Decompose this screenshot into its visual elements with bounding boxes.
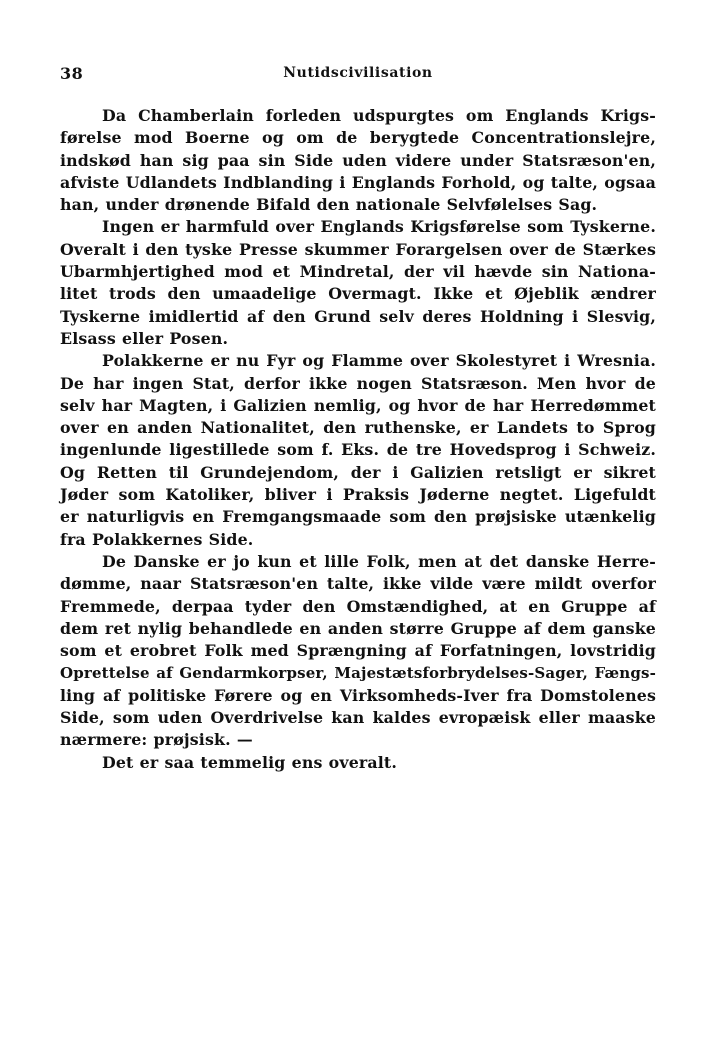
text-line: Side, som uden Overdrivelse kan kaldes evropæisk eller maaske: [60, 708, 656, 728]
text-line: indskød han sig paa sin Side uden videre under Statsræson'en,: [60, 150, 656, 170]
text-line: han, under drønende Bifald den nationale Selvfølelses Sag.: [60, 195, 598, 215]
text-line: Polakkerne er nu Fyr og Flamme over Skolestyret i Wresnia.: [102, 351, 656, 371]
running-title: Nutidscivilisation: [283, 65, 433, 81]
text-line: som et erobret Folk med Sprængning af Forfatningen, lovstridig: [60, 641, 656, 661]
text-line: selv har Magten, i Galizien nemlig, og hvor de har Herredømmet: [60, 395, 656, 415]
text-line: dem ret nylig behandlede en anden større Gruppe af dem ganske: [60, 618, 656, 638]
text-line: ingenlunde ligestillede som f. Eks. de tre Hovedsprog i Schweiz.: [60, 440, 656, 460]
text-line: dømme, naar Statsræson'en talte, ikke vilde være mildt overfor: [60, 574, 656, 594]
text-line: nærmere: prøjsisk. —: [60, 730, 253, 750]
text-line: Tyskerne imidlertid af den Grund selv deres Holdning i Slesvig,: [60, 306, 656, 326]
text-line: De har ingen Stat, derfor ikke nogen Statsræson. Men hvor de: [60, 373, 656, 393]
text-line: Fremmede, derpaa tyder den Omstændighed, at en Gruppe af: [60, 596, 656, 616]
text-line: ling af politiske Førere og en Virksomheds-Iver fra Domstolenes: [60, 685, 656, 705]
text-line: førelse mod Boerne og om de berygtede Concentrationslejre,: [60, 128, 656, 148]
text-line: litet trods den umaadelige Overmagt. Ikke et Øjeblik ændrer: [60, 284, 656, 304]
text-line: De Danske er jo kun et lille Folk, men at det danske Herre-: [102, 551, 656, 571]
body-text: [60, 105, 656, 774]
text-line: er naturligvis en Fremgangsmaade som den prøjsiske utænkelig: [60, 507, 656, 527]
text-line: fra Polakkernes Side.: [60, 529, 254, 549]
text-line: Overalt i den tyske Presse skummer Forargelsen over de Stærkes: [60, 239, 656, 259]
page-number: 38: [60, 64, 84, 83]
text-line: Jøder som Katoliker, bliver i Praksis Jøderne negtet. Ligefuldt: [60, 485, 656, 505]
running-head: [60, 64, 656, 86]
text-line: Oprettelse af Gendarmkorpser, Majestætsforbrydelses-Sager, Fængs-: [60, 664, 656, 683]
text-line: Ubarmhjertighed mod et Mindretal, der vil hævde sin Nationa-: [60, 262, 656, 282]
text-line: over en anden Nationalitet, den ruthenske, er Landets to Sprog: [60, 418, 656, 438]
text-line: afviste Udlandets Indblanding i Englands Forhold, og talte, ogsaa: [60, 172, 656, 192]
text-line: Elsass eller Posen.: [60, 328, 229, 348]
text-line: Det er saa temmelig ens overalt.: [102, 752, 398, 772]
text-line: Ingen er harmfuld over Englands Krigsførelse som Tyskerne.: [102, 217, 656, 237]
text-line: Da Chamberlain forleden udspurgtes om Englands Krigs-: [102, 106, 656, 125]
text-line: Og Retten til Grundejendom, der i Galizien retsligt er sikret: [60, 462, 656, 482]
